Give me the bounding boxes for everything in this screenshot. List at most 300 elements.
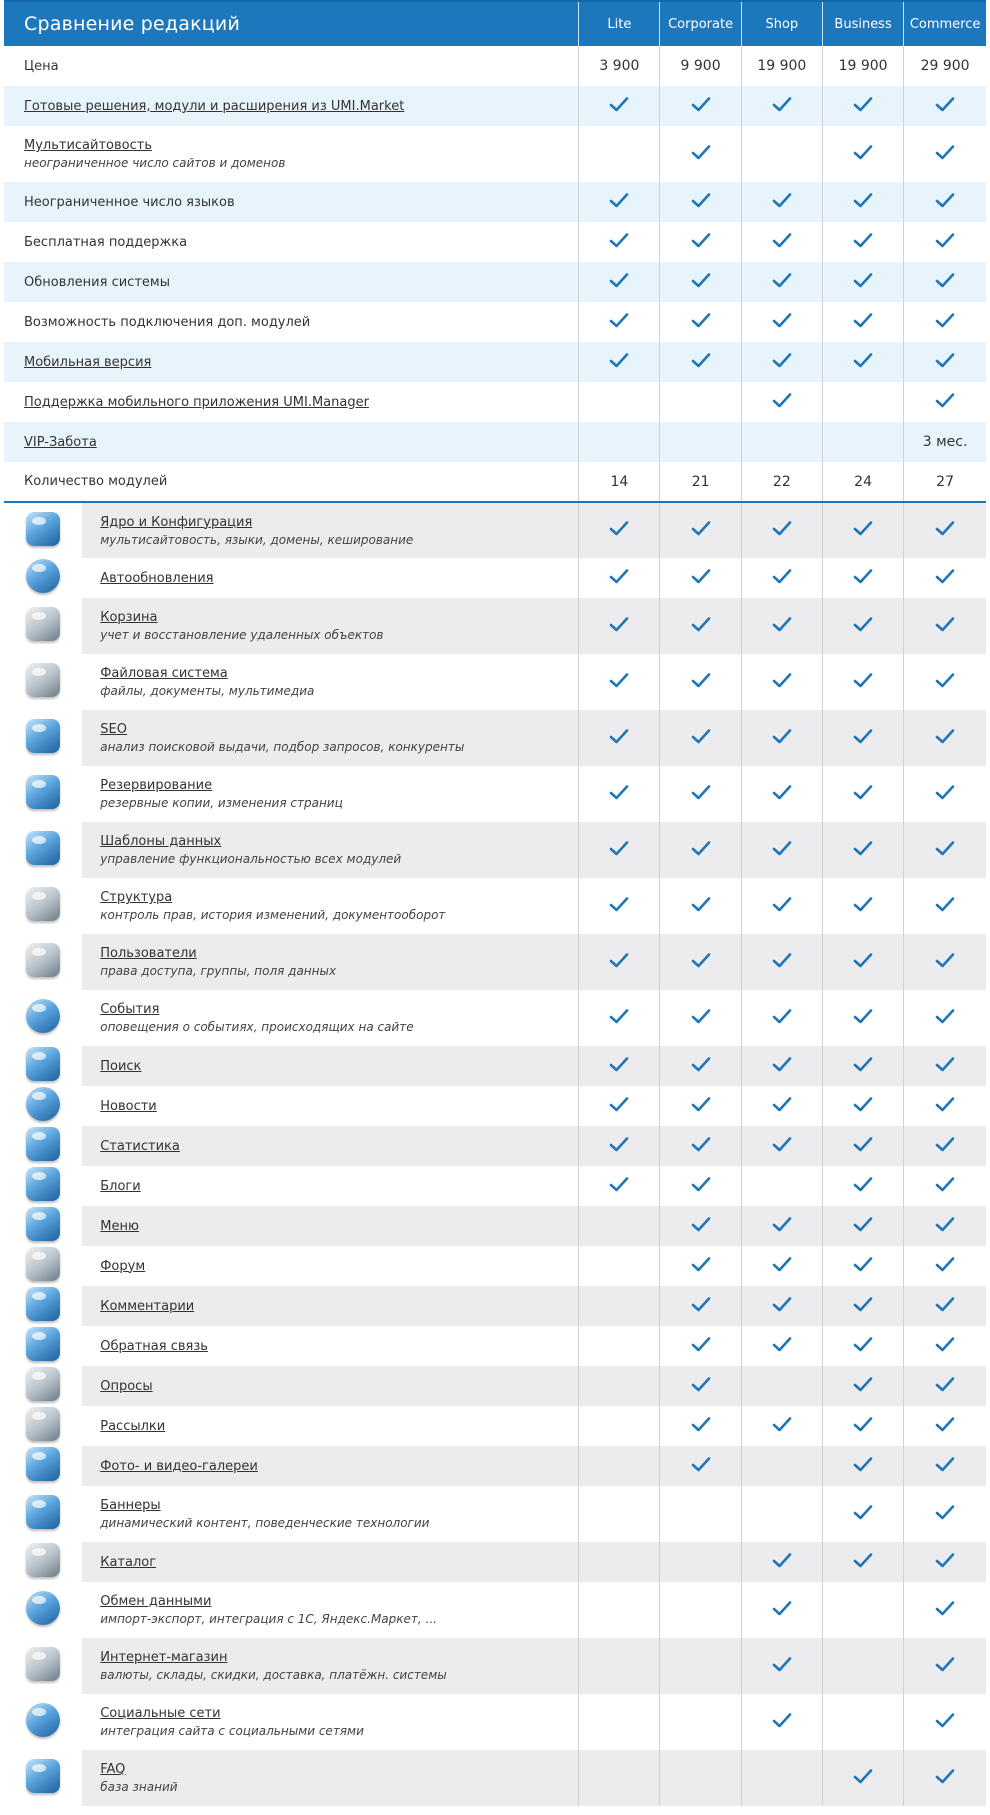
modules.9-edition-cell bbox=[822, 990, 903, 1046]
modules.17-edition-cell bbox=[660, 1326, 741, 1366]
modules.9-edition-cell bbox=[741, 990, 822, 1046]
check-icon bbox=[772, 896, 792, 913]
edition-header-commerce: Commerce bbox=[904, 1, 986, 46]
check-icon bbox=[609, 1056, 629, 1073]
feature-name bbox=[4, 462, 579, 502]
menu-icon bbox=[26, 1207, 60, 1241]
module-name bbox=[82, 1486, 579, 1542]
module-link[interactable]: Автообновления bbox=[100, 570, 214, 586]
modules.15-edition-cell bbox=[579, 1246, 660, 1286]
check-icon bbox=[609, 616, 629, 633]
modules.14-edition-cell bbox=[904, 1206, 986, 1246]
features.1-edition-cell bbox=[660, 86, 741, 126]
cell-value: 9 900 bbox=[680, 58, 721, 74]
modules.13-edition-cell bbox=[822, 1166, 903, 1206]
module-row bbox=[4, 558, 986, 598]
cell-value: 19 900 bbox=[757, 58, 807, 74]
check-icon bbox=[691, 1336, 711, 1353]
module-row bbox=[4, 1126, 986, 1166]
modules.22-edition-cell bbox=[660, 1542, 741, 1582]
feature-row bbox=[4, 86, 986, 126]
module-link[interactable]: Ядро и Конфигурация bbox=[100, 514, 253, 530]
module-name bbox=[82, 1582, 579, 1638]
modules.26-edition-cell bbox=[660, 1750, 741, 1806]
check-icon bbox=[772, 192, 792, 209]
features.7-edition-cell bbox=[579, 342, 660, 382]
modules.11-edition-cell bbox=[822, 1086, 903, 1126]
features.10-edition-cell bbox=[822, 462, 903, 502]
modules.3-edition-cell bbox=[660, 654, 741, 710]
check-icon bbox=[853, 96, 873, 113]
modules.12-edition-cell bbox=[660, 1126, 741, 1166]
module-link[interactable]: Комментарии bbox=[100, 1298, 195, 1314]
cell-value: 27 bbox=[936, 473, 954, 490]
data-templates-icon bbox=[26, 831, 60, 865]
module-link[interactable]: Пользователи bbox=[100, 946, 197, 961]
module-note: база знаний bbox=[100, 1780, 178, 1794]
modules.2-edition-cell bbox=[660, 598, 741, 654]
feature-name bbox=[4, 422, 579, 462]
features.5-edition-cell bbox=[579, 262, 660, 302]
features.6-edition-cell bbox=[741, 302, 822, 342]
check-icon bbox=[935, 192, 955, 209]
module-link[interactable]: Интернет-магазин bbox=[100, 1650, 228, 1665]
check-icon bbox=[935, 272, 955, 289]
check-icon bbox=[772, 96, 792, 113]
modules.1-edition-cell bbox=[660, 558, 741, 598]
module-icon-cell bbox=[4, 1126, 82, 1166]
cell-value: 3 900 bbox=[599, 58, 640, 74]
module-link[interactable]: Баннеры bbox=[100, 1498, 161, 1513]
modules.0-edition-cell bbox=[660, 502, 741, 558]
edition-header-business: Business bbox=[822, 1, 903, 46]
modules.5-edition-cell bbox=[741, 766, 822, 822]
modules.18-edition-cell bbox=[904, 1366, 986, 1406]
edition-header-lite: Lite bbox=[579, 1, 660, 46]
module-icon-cell bbox=[4, 1486, 82, 1542]
module-link[interactable]: Новости bbox=[100, 1098, 157, 1114]
features.0-edition-cell bbox=[579, 46, 660, 86]
module-name bbox=[82, 558, 579, 598]
check-icon bbox=[609, 1136, 629, 1153]
module-row bbox=[4, 710, 986, 766]
check-icon bbox=[853, 312, 873, 329]
page-title: Сравнение редакций bbox=[4, 1, 579, 46]
feature-name bbox=[4, 382, 579, 422]
features.9-edition-cell bbox=[822, 422, 903, 462]
modules.22-edition-cell bbox=[822, 1542, 903, 1582]
module-link[interactable]: События bbox=[100, 1002, 160, 1017]
check-icon bbox=[609, 672, 629, 689]
check-icon bbox=[772, 1600, 792, 1617]
features.6-edition-cell bbox=[904, 302, 986, 342]
modules.4-edition-cell bbox=[579, 710, 660, 766]
modules.25-edition-cell bbox=[904, 1694, 986, 1750]
modules.2-edition-cell bbox=[579, 598, 660, 654]
check-icon bbox=[609, 784, 629, 801]
module-name bbox=[82, 1126, 579, 1166]
module-name bbox=[82, 1326, 579, 1366]
check-icon bbox=[853, 1296, 873, 1313]
modules.5-edition-cell bbox=[660, 766, 741, 822]
check-icon bbox=[609, 96, 629, 113]
module-icon-cell bbox=[4, 934, 82, 990]
feature-note: неограниченное число сайтов и доменов bbox=[24, 156, 286, 170]
check-icon bbox=[935, 1376, 955, 1393]
check-icon bbox=[935, 96, 955, 113]
check-icon bbox=[935, 672, 955, 689]
module-link[interactable]: Блоги bbox=[100, 1178, 141, 1194]
features.7-edition-cell bbox=[822, 342, 903, 382]
module-name bbox=[82, 1750, 579, 1806]
modules.8-edition-cell bbox=[822, 934, 903, 990]
feature-row bbox=[4, 302, 986, 342]
module-link[interactable]: Опросы bbox=[100, 1378, 153, 1394]
features.7-edition-cell bbox=[904, 342, 986, 382]
modules.25-edition-cell bbox=[579, 1694, 660, 1750]
modules.8-edition-cell bbox=[579, 934, 660, 990]
modules.0-edition-cell bbox=[741, 502, 822, 558]
modules.3-edition-cell bbox=[741, 654, 822, 710]
check-icon bbox=[609, 232, 629, 249]
modules.13-edition-cell bbox=[579, 1166, 660, 1206]
check-icon bbox=[772, 392, 792, 409]
module-row bbox=[4, 1046, 986, 1086]
modules.6-edition-cell bbox=[904, 822, 986, 878]
check-icon bbox=[853, 352, 873, 369]
check-icon bbox=[691, 192, 711, 209]
feature-row bbox=[4, 46, 986, 86]
modules.12-edition-cell bbox=[579, 1126, 660, 1166]
check-icon bbox=[853, 1504, 873, 1521]
feature-label: Количество модулей bbox=[24, 474, 168, 489]
feature-row bbox=[4, 182, 986, 222]
module-icon-cell bbox=[4, 1086, 82, 1126]
feature-row bbox=[4, 422, 986, 462]
features.2-edition-cell bbox=[660, 126, 741, 182]
module-icon-cell bbox=[4, 1326, 82, 1366]
modules.7-edition-cell bbox=[822, 878, 903, 934]
check-icon bbox=[691, 728, 711, 745]
modules.15-edition-cell bbox=[822, 1246, 903, 1286]
feature-link[interactable]: Мультисайтовость bbox=[24, 138, 152, 153]
check-icon bbox=[853, 1176, 873, 1193]
module-icon-cell bbox=[4, 822, 82, 878]
features.5-edition-cell bbox=[741, 262, 822, 302]
check-icon bbox=[853, 520, 873, 537]
check-icon bbox=[935, 1176, 955, 1193]
check-icon bbox=[935, 1712, 955, 1729]
module-row bbox=[4, 1286, 986, 1326]
check-icon bbox=[935, 1336, 955, 1353]
module-link[interactable]: Каталог bbox=[100, 1554, 157, 1570]
feedback-icon bbox=[26, 1327, 60, 1361]
modules.7-edition-cell bbox=[660, 878, 741, 934]
module-row bbox=[4, 1086, 986, 1126]
check-icon bbox=[935, 1096, 955, 1113]
modules.21-edition-cell bbox=[660, 1486, 741, 1542]
module-name bbox=[82, 1542, 579, 1582]
check-icon bbox=[935, 784, 955, 801]
editions-comparison-table bbox=[4, 0, 986, 1806]
check-icon bbox=[935, 1136, 955, 1153]
check-icon bbox=[772, 1416, 792, 1433]
module-icon-cell bbox=[4, 1582, 82, 1638]
check-icon bbox=[691, 784, 711, 801]
check-icon bbox=[691, 1176, 711, 1193]
modules.26-edition-cell bbox=[822, 1750, 903, 1806]
modules.19-edition-cell bbox=[904, 1406, 986, 1446]
module-icon-cell bbox=[4, 654, 82, 710]
feature-link[interactable]: Поддержка мобильного приложения UMI.Manager bbox=[24, 394, 369, 410]
features.9-edition-cell bbox=[660, 422, 741, 462]
check-icon bbox=[772, 1136, 792, 1153]
check-icon bbox=[853, 1416, 873, 1433]
module-link[interactable]: Фото- и видео-галереи bbox=[100, 1458, 258, 1474]
module-row bbox=[4, 502, 986, 558]
modules.9-edition-cell bbox=[660, 990, 741, 1046]
module-name bbox=[82, 502, 579, 558]
modules.23-edition-cell bbox=[660, 1582, 741, 1638]
seo-icon bbox=[26, 719, 60, 753]
check-icon bbox=[935, 896, 955, 913]
module-name bbox=[82, 1166, 579, 1206]
check-icon bbox=[853, 1096, 873, 1113]
features.6-edition-cell bbox=[822, 302, 903, 342]
module-name bbox=[82, 934, 579, 990]
check-icon bbox=[853, 1256, 873, 1273]
check-icon bbox=[772, 520, 792, 537]
check-icon bbox=[853, 1456, 873, 1473]
module-link[interactable]: Обратная связь bbox=[100, 1338, 208, 1354]
cell-value: 19 900 bbox=[838, 58, 888, 74]
modules.21-edition-cell bbox=[904, 1486, 986, 1542]
features.5-edition-cell bbox=[904, 262, 986, 302]
feature-link[interactable]: VIP-Забота bbox=[24, 434, 97, 450]
features.2-edition-cell bbox=[904, 126, 986, 182]
module-row bbox=[4, 654, 986, 710]
module-row bbox=[4, 1694, 986, 1750]
faq-icon bbox=[26, 1759, 60, 1793]
check-icon bbox=[772, 1296, 792, 1313]
feature-row bbox=[4, 462, 986, 502]
module-icon-cell bbox=[4, 1286, 82, 1326]
refresh-icon bbox=[26, 559, 60, 593]
module-link[interactable]: Структура bbox=[100, 890, 173, 905]
check-icon bbox=[935, 1296, 955, 1313]
module-name bbox=[82, 878, 579, 934]
modules.0-edition-cell bbox=[904, 502, 986, 558]
module-icon-cell bbox=[4, 598, 82, 654]
check-icon bbox=[772, 616, 792, 633]
module-row bbox=[4, 1206, 986, 1246]
module-icon-cell bbox=[4, 558, 82, 598]
module-name bbox=[82, 766, 579, 822]
check-icon bbox=[772, 1256, 792, 1273]
check-icon bbox=[691, 1256, 711, 1273]
modules.10-edition-cell bbox=[741, 1046, 822, 1086]
module-name bbox=[82, 990, 579, 1046]
check-icon bbox=[853, 840, 873, 857]
check-icon bbox=[935, 1552, 955, 1569]
check-icon bbox=[691, 672, 711, 689]
module-link[interactable]: Резервирование bbox=[100, 778, 213, 793]
modules.24-edition-cell bbox=[660, 1638, 741, 1694]
module-icon-cell bbox=[4, 1638, 82, 1694]
cell-value: 22 bbox=[772, 473, 791, 490]
modules.0-edition-cell bbox=[579, 502, 660, 558]
modules.3-edition-cell bbox=[904, 654, 986, 710]
cell-value: 24 bbox=[854, 473, 872, 490]
check-icon bbox=[853, 1008, 873, 1025]
features.1-edition-cell bbox=[741, 86, 822, 126]
module-link[interactable]: Поиск bbox=[100, 1058, 142, 1074]
module-link[interactable]: Корзина bbox=[100, 610, 158, 625]
module-link[interactable]: FAQ bbox=[100, 1762, 126, 1777]
check-icon bbox=[935, 1656, 955, 1673]
modules.20-edition-cell bbox=[660, 1446, 741, 1486]
module-icon-cell bbox=[4, 1446, 82, 1486]
modules.23-edition-cell bbox=[904, 1582, 986, 1638]
modules.6-edition-cell bbox=[822, 822, 903, 878]
check-icon bbox=[935, 1008, 955, 1025]
check-icon bbox=[691, 1056, 711, 1073]
module-link[interactable]: Меню bbox=[100, 1218, 139, 1234]
check-icon bbox=[609, 896, 629, 913]
module-row bbox=[4, 934, 986, 990]
modules.12-edition-cell bbox=[741, 1126, 822, 1166]
check-icon bbox=[853, 272, 873, 289]
module-note: управление функциональностью всех модулей bbox=[100, 852, 402, 866]
check-icon bbox=[772, 672, 792, 689]
module-row bbox=[4, 1638, 986, 1694]
module-link[interactable]: SEO bbox=[100, 722, 127, 737]
modules.6-edition-cell bbox=[741, 822, 822, 878]
module-icon-cell bbox=[4, 1542, 82, 1582]
check-icon bbox=[691, 1376, 711, 1393]
feature-name bbox=[4, 46, 579, 86]
features.7-edition-cell bbox=[741, 342, 822, 382]
module-icon-cell bbox=[4, 1694, 82, 1750]
modules.12-edition-cell bbox=[904, 1126, 986, 1166]
feature-link[interactable]: Готовые решения, модули и расширения из UMI.Market bbox=[24, 98, 405, 114]
features.6-edition-cell bbox=[579, 302, 660, 342]
modules.1-edition-cell bbox=[741, 558, 822, 598]
feature-name bbox=[4, 262, 579, 302]
banner-icon bbox=[26, 1495, 60, 1529]
check-icon bbox=[772, 312, 792, 329]
module-row bbox=[4, 878, 986, 934]
modules.24-edition-cell bbox=[904, 1638, 986, 1694]
modules.10-edition-cell bbox=[660, 1046, 741, 1086]
modules.17-edition-cell bbox=[579, 1326, 660, 1366]
modules.11-edition-cell bbox=[579, 1086, 660, 1126]
module-row bbox=[4, 1366, 986, 1406]
module-note: динамический контент, поведенческие технологии bbox=[100, 1516, 430, 1530]
check-icon bbox=[691, 352, 711, 369]
module-note: резервные копии, изменения страниц bbox=[100, 796, 343, 810]
check-icon bbox=[691, 616, 711, 633]
check-icon bbox=[935, 728, 955, 745]
check-icon bbox=[691, 1296, 711, 1313]
features.1-edition-cell bbox=[579, 86, 660, 126]
gears-icon bbox=[26, 512, 60, 546]
gallery-icon bbox=[26, 1447, 60, 1481]
check-icon bbox=[853, 568, 873, 585]
module-link[interactable]: Социальные сети bbox=[100, 1706, 221, 1721]
modules.18-edition-cell bbox=[741, 1366, 822, 1406]
modules.0-edition-cell bbox=[822, 502, 903, 558]
modules.19-edition-cell bbox=[660, 1406, 741, 1446]
check-icon bbox=[691, 896, 711, 913]
module-row bbox=[4, 1246, 986, 1286]
modules.13-edition-cell bbox=[904, 1166, 986, 1206]
module-link[interactable]: Статистика bbox=[100, 1138, 180, 1154]
module-link[interactable]: Обмен данными bbox=[100, 1594, 212, 1609]
check-icon bbox=[853, 1216, 873, 1233]
modules.10-edition-cell bbox=[822, 1046, 903, 1086]
check-icon bbox=[935, 616, 955, 633]
modules.13-edition-cell bbox=[660, 1166, 741, 1206]
modules.17-edition-cell bbox=[904, 1326, 986, 1366]
modules.1-edition-cell bbox=[579, 558, 660, 598]
modules.16-edition-cell bbox=[904, 1286, 986, 1326]
feature-name bbox=[4, 126, 579, 182]
modules.10-edition-cell bbox=[904, 1046, 986, 1086]
check-icon bbox=[772, 952, 792, 969]
features.4-edition-cell bbox=[741, 222, 822, 262]
features.8-edition-cell bbox=[822, 382, 903, 422]
module-note: учет и восстановление удаленных объектов bbox=[100, 628, 384, 642]
features.3-edition-cell bbox=[822, 182, 903, 222]
module-note: анализ поисковой выдачи, подбор запросов, конкуренты bbox=[100, 740, 465, 754]
features.8-edition-cell bbox=[660, 382, 741, 422]
module-link[interactable]: Форум bbox=[100, 1258, 146, 1274]
modules.17-edition-cell bbox=[741, 1326, 822, 1366]
check-icon bbox=[609, 1008, 629, 1025]
module-link[interactable]: Файловая система bbox=[100, 666, 228, 681]
modules.26-edition-cell bbox=[741, 1750, 822, 1806]
check-icon bbox=[772, 1552, 792, 1569]
edition-header-shop: Shop bbox=[741, 1, 822, 46]
modules.2-edition-cell bbox=[822, 598, 903, 654]
module-row bbox=[4, 766, 986, 822]
modules.7-edition-cell bbox=[579, 878, 660, 934]
features.1-edition-cell bbox=[904, 86, 986, 126]
check-icon bbox=[691, 568, 711, 585]
feature-link[interactable]: Мобильная версия bbox=[24, 354, 152, 370]
check-icon bbox=[691, 1416, 711, 1433]
feature-label: Возможность подключения доп. модулей bbox=[24, 314, 311, 330]
module-row bbox=[4, 1582, 986, 1638]
modules.15-edition-cell bbox=[741, 1246, 822, 1286]
module-row bbox=[4, 1326, 986, 1366]
feature-label: Цена bbox=[24, 58, 59, 74]
check-icon bbox=[935, 1056, 955, 1073]
poll-icon bbox=[26, 1367, 60, 1401]
modules.11-edition-cell bbox=[904, 1086, 986, 1126]
module-icon-cell bbox=[4, 766, 82, 822]
modules.3-edition-cell bbox=[579, 654, 660, 710]
features.1-edition-cell bbox=[822, 86, 903, 126]
modules.23-edition-cell bbox=[579, 1582, 660, 1638]
module-link[interactable]: Рассылки bbox=[100, 1418, 166, 1434]
module-link[interactable]: Шаблоны данных bbox=[100, 834, 222, 849]
modules.7-edition-cell bbox=[904, 878, 986, 934]
check-icon bbox=[853, 672, 873, 689]
modules.25-edition-cell bbox=[660, 1694, 741, 1750]
features.4-edition-cell bbox=[660, 222, 741, 262]
